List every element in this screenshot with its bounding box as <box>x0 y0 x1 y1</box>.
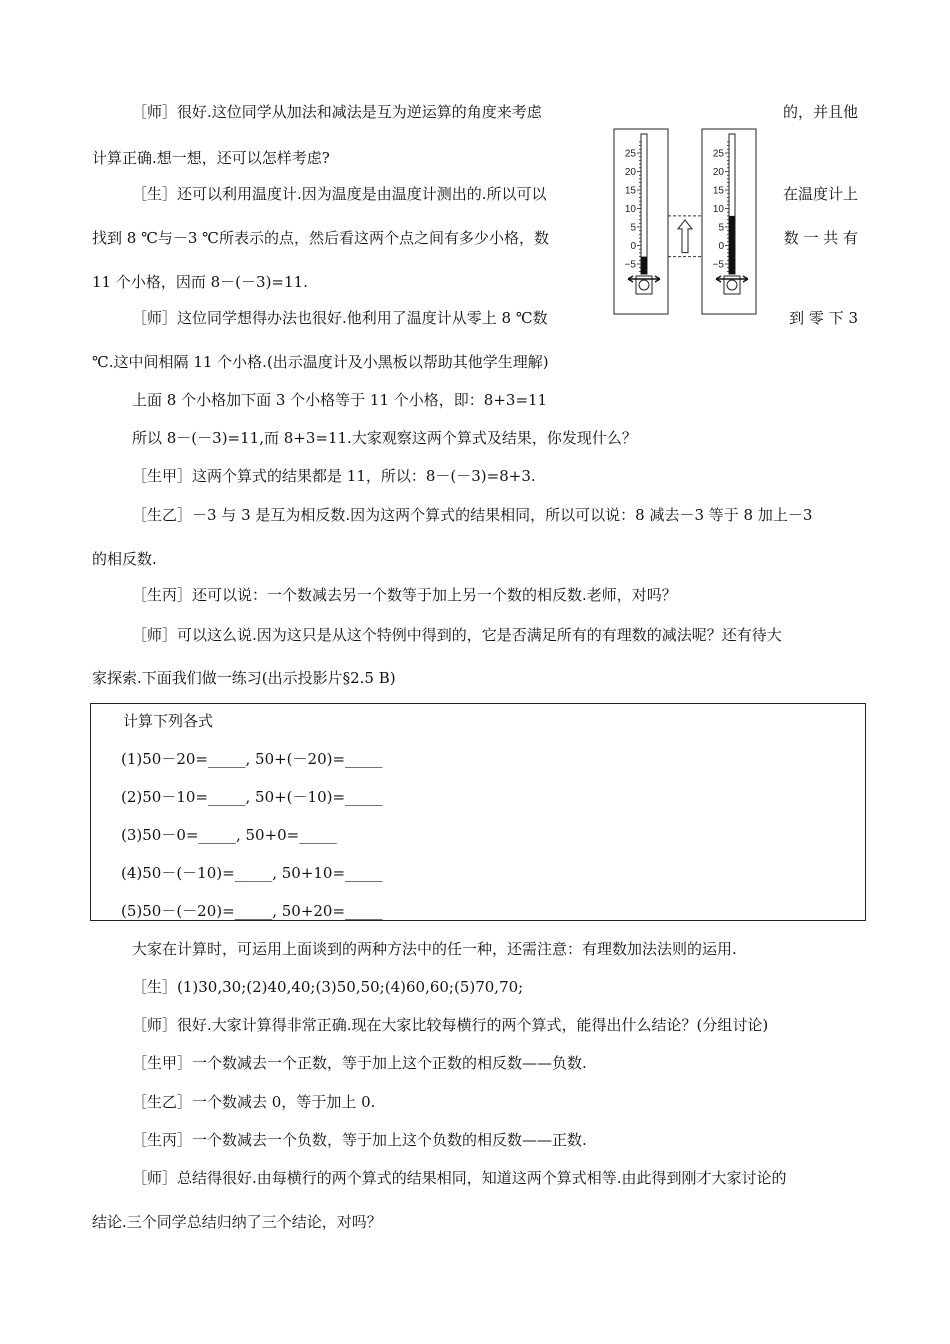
thermometer-left <box>614 129 668 314</box>
paragraph-text: 到 零 下 3 <box>789 309 858 327</box>
mercury-column <box>641 257 647 274</box>
exercise-item: (3)50－0=_____, 50+0=_____ <box>121 826 337 844</box>
scale-label: 15 <box>624 185 636 197</box>
level-comparison <box>668 216 702 257</box>
scale-label: −5 <box>712 259 724 271</box>
text-line: 所以 8－(－3)=11,而 8+3=11.大家观察这两个算式及结果，你发现什么？ <box>132 429 637 447</box>
scale-label: 25 <box>624 148 636 160</box>
text-line: 11 个小格，因而 8－(－3)=11. <box>92 273 308 291</box>
scale-label: 10 <box>624 204 636 215</box>
paragraph-text: ［师］这位同学想得办法也很好.他利用了温度计从零上 8 ℃数 <box>132 309 548 327</box>
scale-label: 0 <box>718 241 724 252</box>
text-line: ［生］(1)30,30;(2)40,40;(3)50,50;(4)60,60;(5)70,70; <box>132 978 524 996</box>
text-line: ［师］很好.大家计算得非常正确.现在大家比较每横行的两个算式，能得出什么结论？(分组讨论) <box>132 1016 769 1034</box>
text-line: ［师］总结得很好.由每横行的两个算式的结果相同，知道这两个算式相等.由此得到刚才大家讨论的 <box>132 1169 787 1187</box>
text-line: ［生甲］一个数减去一个正数，等于加上这个正数的相反数——负数. <box>132 1054 587 1072</box>
scale-label: 25 <box>712 148 724 160</box>
scale-label: 5 <box>718 222 724 234</box>
exercise-title: 计算下列各式 <box>123 712 214 730</box>
paragraph-text: 数 一 共 有 <box>783 229 858 247</box>
text-line: 计算正确.想一想，还可以怎样考虑? <box>92 149 330 167</box>
text-line: 的相反数. <box>92 550 157 568</box>
paragraph-text: ［师］很好.这位同学从加法和减法是互为逆运算的角度来考虑 <box>132 103 542 121</box>
thermometer-right <box>702 129 756 314</box>
up-arrow-icon <box>678 220 692 253</box>
text-line: ［生乙］一个数减去 0，等于加上 0. <box>132 1093 376 1111</box>
paragraph-text: 找到 8 ℃与－3 ℃所表示的点，然后看这两个点之间有多少小格，数 <box>92 229 549 247</box>
exercise-item: (2)50－10=_____, 50+(－10)=_____ <box>121 788 383 806</box>
scale-label: 0 <box>630 241 636 252</box>
thermometer-bulb <box>639 280 649 290</box>
exercise-item: (5)50－(－20)=_____, 50+20=_____ <box>121 902 383 920</box>
paragraph-text: ［生］还可以利用温度计.因为温度是由温度计测出的.所以可以 <box>132 185 547 203</box>
exercise-item: (4)50－(－10)=_____, 50+10=_____ <box>121 864 383 882</box>
thermometer-diagram <box>612 126 762 316</box>
exercise-item: (1)50－20=_____, 50+(－20)=_____ <box>121 750 383 768</box>
exercise-box <box>90 703 866 921</box>
scale-label: −5 <box>624 259 636 271</box>
text-line: ［生甲］这两个算式的结果都是 11，所以：8－(－3)=8+3. <box>132 467 536 485</box>
text-line <box>132 102 858 122</box>
text-line: ［生丙］一个数减去一个负数，等于加上这个负数的相反数——正数. <box>132 1131 587 1149</box>
text-line: 结论.三个同学总结归纳了三个结论，对吗？ <box>92 1213 382 1231</box>
scale-label: 10 <box>712 204 724 215</box>
scale-label: 15 <box>712 185 724 197</box>
thermometer-tube <box>641 134 647 274</box>
text-line: ［生丙］还可以说：一个数减去另一个数等于加上另一个数的相反数.老师，对吗？ <box>132 586 677 604</box>
scale-label: 5 <box>630 222 636 234</box>
text-line: ［师］可以这么说.因为这只是从这个特例中得到的，它是否满足所有的有理数的减法呢？还有待大 <box>132 626 782 644</box>
thermometer-bulb <box>727 280 737 290</box>
scale-label: 20 <box>624 167 636 178</box>
thermometer-figure <box>612 126 762 316</box>
paragraph-text: 在温度计上 <box>782 185 858 203</box>
text-line: 上面 8 个小格加下面 3 个小格等于 11 个小格，即：8+3=11 <box>132 391 548 409</box>
scale-label: 20 <box>712 167 724 178</box>
text-line: 大家在计算时，可运用上面谈到的两种方法中的任一种，还需注意：有理数加法法则的运用. <box>132 940 737 958</box>
mercury-column <box>729 216 735 274</box>
text-line: 家探索.下面我们做一练习(出示投影片§2.5 B) <box>92 669 396 687</box>
text-line: ℃.这中间相隔 11 个小格.(出示温度计及小黑板以帮助其他学生理解) <box>92 353 549 371</box>
paragraph-text: 的，并且他 <box>782 103 858 121</box>
text-line: ［生乙］－3 与 3 是互为相反数.因为这两个算式的结果相同，所以可以说：8 减去－3 等于 8 加上－3 <box>132 506 813 524</box>
